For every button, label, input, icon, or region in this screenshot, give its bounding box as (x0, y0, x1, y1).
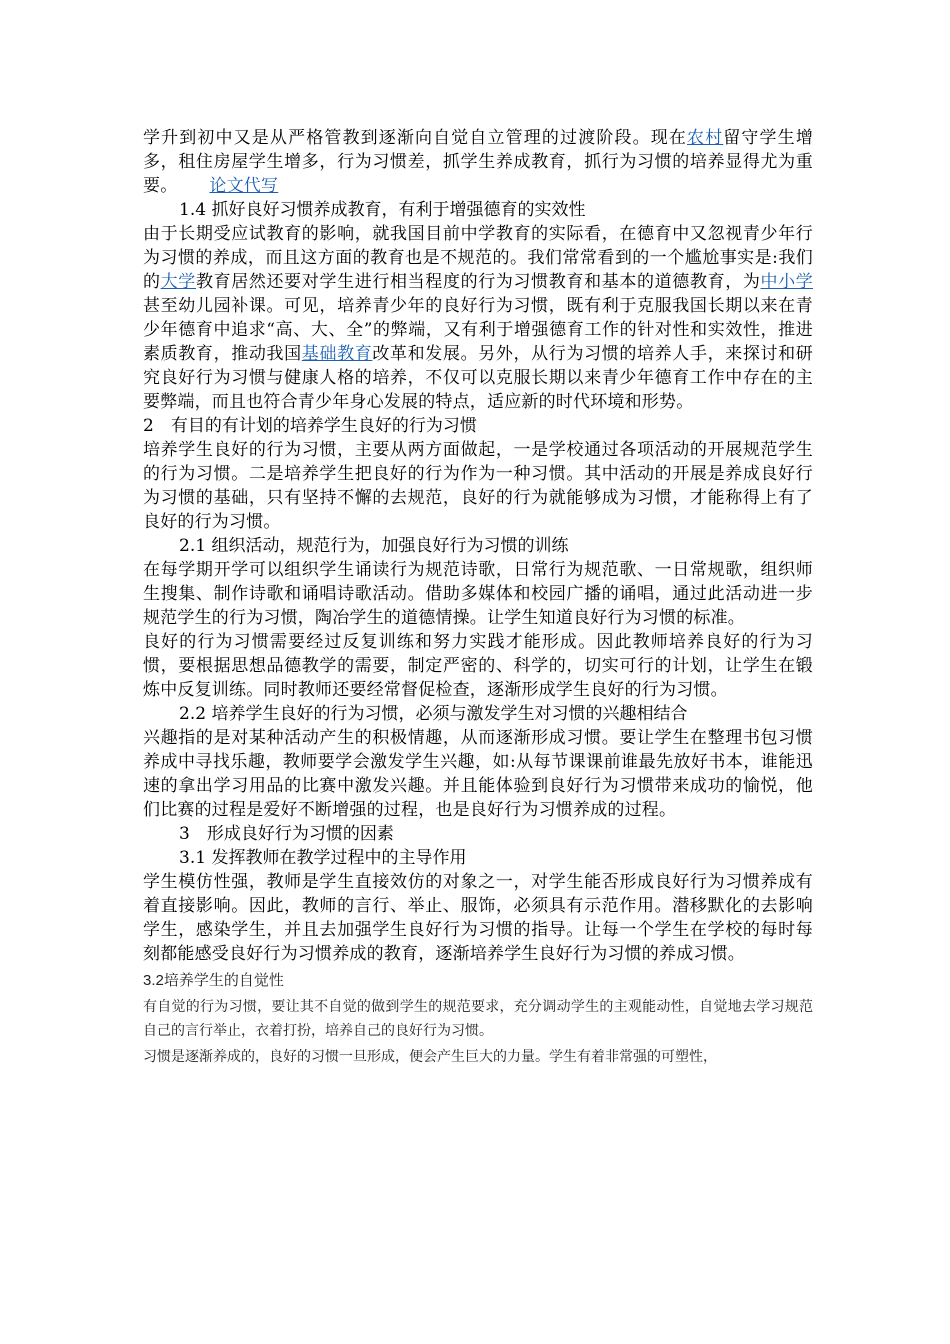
heading-number: 3.2 (143, 972, 164, 989)
section-heading-2-1: 2.1 组织活动，规范行为，加强良好行为习惯的训练 (179, 536, 569, 556)
paragraph-self-awareness: 有自觉的行为习惯，要让其不自觉的做到学生的规范要求，充分调动学生的主观能动性，自觉地去学习规范自己的言行举止，衣着打扮，培养自己的良好行为习惯。 (143, 999, 813, 1039)
text-run: 教育居然还要对学生进行相当程度的行为习惯教育和基本的道德教育，为 (195, 272, 761, 292)
text-run: 改革和发展。另外，从行为习惯的培养人手，来探讨和研究良好行为习惯与健康人格的培养，不仅可以克服长期以来青少年德育工作中存在的主要弊端，而且也符合青少年身心发展的特点，适应新的时代环境和形势。 (143, 344, 813, 412)
section-heading-2-2: 2.2 培养学生良好的行为习惯，必须与激发学生对习惯的兴趣相结合 (179, 704, 688, 724)
link-zhongxiaoxue[interactable]: 中小学 (760, 272, 814, 292)
document-body (143, 126, 813, 1069)
paragraph-moral-education (143, 222, 813, 414)
section-heading-3: 3 形成良好行为习惯的因素 (179, 824, 394, 844)
paragraph-teacher-role: 学生模仿性强，教师是学生直接效仿的对象之一，对学生能否形成良好行为习惯养成有着直接影响。因此，教师的言行、举止、服饰，必须具有示范作用。潜移默化的去影响学生，感染学生，并且去加强学生良好行为习惯的指导。让每一个学生在学校的每时每刻都能感受良好行为习惯养成的教育，逐渐培养学生良好行为习惯的养成习惯。 (143, 872, 813, 964)
paragraph-intro (143, 126, 813, 198)
text-run: 留守学生增多，租住房屋学生增多，行为习惯差，抓学生养成教育，抓行为习惯的培养显得尤为重要。 (143, 128, 814, 196)
section-heading-3-1: 3.1 发挥教师在教学过程中的主导作用 (179, 848, 467, 868)
text-run: 甚至幼儿园补课。可见，培养青少年的良好行为习惯，既有利于克服我国长期以来在青少年德育中追求“高、大、全”的弊端，又有利于增强德育工作的针对性和实效性，推进素质教育，推动我国 (143, 296, 813, 364)
paragraph-activities: 在每学期开学可以组织学生诵读行为规范诗歌，日常行为规范歌、一日常规歌，组织师生搜集、制作诗歌和诵唱诗歌活动。借助多媒体和校园广播的诵唱，通过此活动进一步规范学生的行为习惯，陶冶学生的道德情操。让学生知道良好行为习惯的标准。 (143, 560, 813, 628)
link-jichu-jiaoyu[interactable]: 基础教育 (301, 344, 373, 364)
heading-text: 培养学生的自觉性 (163, 971, 284, 989)
link-daxue[interactable]: 大学 (160, 272, 196, 292)
section-heading-1-4: 1.4 抓好良好习惯养成教育，有利于增强德育的实效性 (179, 200, 586, 220)
paragraph-interest: 兴趣指的是对某种活动产生的积极情趣，从而逐渐形成习惯。要让学生在整理书包习惯养成中寻找乐趣，教师要学会激发学生兴趣，如:从每节课课前谁最先放好书本，谁能迅速的拿出学习用品的比赛中激发兴趣。并且能体验到良好行为习惯带来成功的愉悦，他们比赛的过程是爱好不断增强的过程，也是良好行为习惯养成的过程。 (143, 728, 813, 820)
paragraph-training: 良好的行为习惯需要经过反复训练和努力实践才能形成。因此教师培养良好的行为习惯，要根据思想品德教学的需要，制定严密的、科学的，切实可行的计划，让学生在锻炼中反复训练。同时教师还要经常督促检查，逐渐形成学生良好的行为习惯。 (143, 632, 813, 700)
paragraph-two-aspects: 培养学生良好的行为习惯，主要从两方面做起，一是学校通过各项活动的开展规范学生的行为习惯。二是培养学生把良好的行为作为一种习惯。其中活动的开展是养成良好行为习惯的基础，只有坚持不懈的去规范，良好的行为就能够成为习惯，才能称得上有了良好的行为习惯。 (143, 440, 813, 532)
section-heading-3-2 (143, 968, 813, 993)
text-run: 学升到初中又是从严格管教到逐渐向自觉自立管理的过渡阶段。现在 (143, 128, 687, 148)
text-run: 由于长期受应试教育的影响，就我国目前中学教育的实际看，在德育中又忽视青少年行为习惯的养成，而且这方面的教育也是不规范的。我们常常看到的一个尴尬事实是:我们的 (143, 224, 813, 292)
section-heading-2: 2 有目的有计划的培养学生良好的行为习惯 (143, 416, 477, 436)
link-lunwen-daixie[interactable]: 论文代写 (209, 176, 279, 196)
link-nongcun[interactable]: 农村 (687, 128, 724, 148)
paragraph-habit-power: 习惯是逐渐养成的，良好的习惯一旦形成，便会产生巨大的力量。学生有着非常强的可塑性， (143, 1049, 717, 1065)
